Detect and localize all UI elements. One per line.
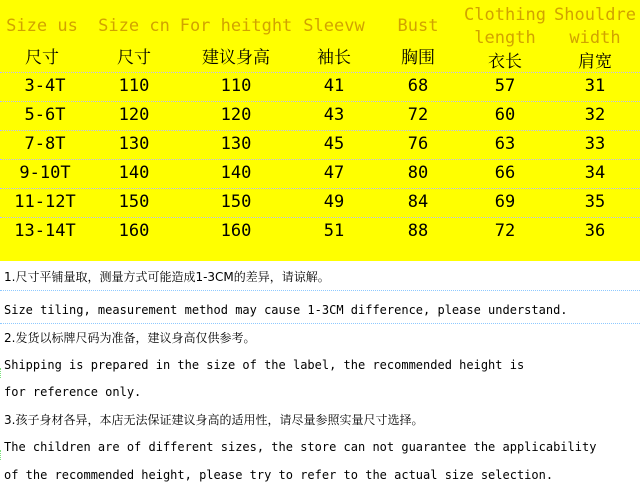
header-size-cn <box>92 0 176 70</box>
note-1-cn: 1.尺寸平铺量取，测量方式可能造成1-3CM的差异，请谅解。 <box>4 270 330 284</box>
header-shoulder-width-cn: 肩宽 <box>578 52 612 72</box>
cell-length: 60 <box>494 105 516 125</box>
cell-shoulder: 32 <box>584 105 606 125</box>
header-clothing-length <box>462 0 548 70</box>
header-clothing-length-en-2: length <box>474 28 536 48</box>
header-bust-cn: 胸围 <box>401 48 435 68</box>
cell-bust: 68 <box>407 76 429 96</box>
cell-length: 72 <box>494 221 516 241</box>
cell-size-us: 9-10T <box>19 163 71 183</box>
table-row <box>0 72 640 101</box>
header-size-us <box>0 0 84 70</box>
header-shoulder-width-en-1: Shouldre <box>554 5 636 25</box>
header-height-cn: 建议身高 <box>202 48 270 68</box>
cell-shoulder: 31 <box>584 76 606 96</box>
cell-size-us: 3-4T <box>24 76 66 96</box>
divider <box>0 290 640 291</box>
table-row <box>0 159 640 188</box>
cell-size-us: 5-6T <box>24 105 66 125</box>
header-sleeve-en: Sleevw <box>303 16 365 36</box>
table-row <box>0 217 640 246</box>
header-bust-en: Bust <box>397 16 439 36</box>
cell-sleeve: 45 <box>323 134 345 154</box>
cell-shoulder: 36 <box>584 221 606 241</box>
note-3-en-line-1: The children are of different sizes, the store can not guarantee the applicability <box>4 440 597 454</box>
cell-size-cn: 160 <box>118 221 150 241</box>
cell-height: 120 <box>220 105 252 125</box>
cell-height: 110 <box>220 76 252 96</box>
cell-height: 150 <box>220 192 252 212</box>
header-sleeve <box>294 0 374 70</box>
header-sleeve-cn: 袖长 <box>317 48 351 68</box>
cell-size-cn: 150 <box>118 192 150 212</box>
header-size-cn-en: Size cn <box>98 16 170 36</box>
table-row <box>0 101 640 130</box>
note-2-cn: 2.发货以标牌尺码为准备，建议身高仅供参考。 <box>4 331 256 345</box>
cell-size-cn: 140 <box>118 163 150 183</box>
cell-size-cn: 130 <box>118 134 150 154</box>
cell-sleeve: 47 <box>323 163 345 183</box>
cell-length: 69 <box>494 192 516 212</box>
cell-bust: 84 <box>407 192 429 212</box>
cell-bust: 76 <box>407 134 429 154</box>
note-2-en-line-1: Shipping is prepared in the size of the label, the recommended height is <box>4 358 525 372</box>
cell-shoulder: 35 <box>584 192 606 212</box>
header-height <box>176 0 296 70</box>
cell-height: 140 <box>220 163 252 183</box>
cell-sleeve: 51 <box>323 221 345 241</box>
notes-section <box>0 261 640 491</box>
header-clothing-length-cn: 衣长 <box>488 52 522 72</box>
divider <box>0 323 640 324</box>
note-3-en-line-2: of the recommended height, please try to refer to the actual size selection. <box>4 468 554 482</box>
table-row <box>0 130 640 159</box>
table-header-row <box>0 0 640 70</box>
cell-sleeve: 49 <box>323 192 345 212</box>
cell-size-us: 11-12T <box>14 192 76 212</box>
divider <box>0 368 5 378</box>
cell-height: 130 <box>220 134 252 154</box>
cell-bust: 88 <box>407 221 429 241</box>
cell-size-us: 13-14T <box>14 221 76 241</box>
header-shoulder-width <box>552 0 638 70</box>
cell-sleeve: 41 <box>323 76 345 96</box>
header-shoulder-width-en-2: width <box>569 28 621 48</box>
header-bust <box>378 0 458 70</box>
header-size-us-en: Size us <box>6 16 78 36</box>
cell-sleeve: 43 <box>323 105 345 125</box>
cell-length: 66 <box>494 163 516 183</box>
cell-height: 160 <box>220 221 252 241</box>
cell-size-cn: 120 <box>118 105 150 125</box>
note-3-cn: 3.孩子身材各异，本店无法保证建议身高的适用性，请尽量参照实量尺寸选择。 <box>4 413 424 427</box>
table-row <box>0 188 640 217</box>
note-2-en-line-2: for reference only. <box>4 385 142 399</box>
cell-bust: 72 <box>407 105 429 125</box>
cell-size-cn: 110 <box>118 76 150 96</box>
cell-length: 63 <box>494 134 516 154</box>
note-1-en: Size tiling, measurement method may cause 1-3CM difference, please understand. <box>4 303 568 317</box>
header-size-cn-cn: 尺寸 <box>117 48 151 68</box>
header-height-en: For heitght <box>179 16 293 36</box>
header-clothing-length-en-1: Clothing <box>464 5 546 25</box>
cell-shoulder: 34 <box>584 163 606 183</box>
divider <box>0 450 5 460</box>
cell-length: 57 <box>494 76 516 96</box>
header-size-us-cn: 尺寸 <box>25 48 59 68</box>
cell-size-us: 7-8T <box>24 134 66 154</box>
cell-bust: 80 <box>407 163 429 183</box>
cell-shoulder: 33 <box>584 134 606 154</box>
